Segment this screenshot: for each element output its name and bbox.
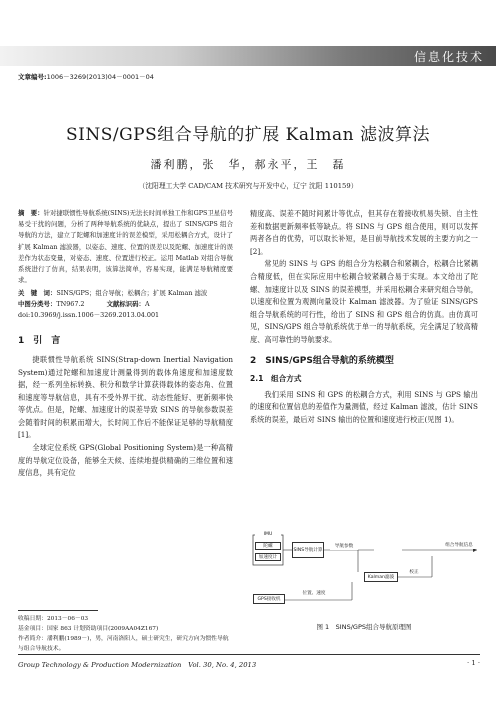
keywords-text: SINS/GPS；组合导航；松耦合；扩展 Kalman 滤波 xyxy=(56,289,208,298)
footnote-fund: 基金项目：国家 863 计划资助项目(2009AA04Z167) xyxy=(18,626,159,632)
gyro-box: 陀螺 xyxy=(255,542,281,550)
paper-title: SINS/GPS组合导航的扩展 Kalman 滤波算法 xyxy=(65,125,431,145)
correction-label: 校正 xyxy=(402,569,426,576)
pos-vel-label: 位置、速度 xyxy=(294,590,334,597)
paper-authors: 潘利鹏，张 华，郝永平，王 磊 xyxy=(150,158,346,171)
section-2-1-paragraph: 我们采用 SINS 和 GPS 的松耦合方式，利用 SINS 与 GPS 输出的速度和位置信息的差值作为量测值，经过 Kalman 滤波，估计 SINS 系统的误差，最后对 SINS 输出的位置和速度进行校正(见图 1)。 xyxy=(250,389,478,424)
journal-name: Group Technology & Production Modernization Vol. 30, No. 4, 2013 xyxy=(18,661,257,669)
footnotes xyxy=(18,614,233,654)
clc-label: 中图分类号： xyxy=(18,300,57,309)
left-column xyxy=(18,208,233,480)
article-number xyxy=(18,72,154,81)
footnote-author: 作者简介：潘利鹏(1989－)，男，河南洛阳人，硕士研究生，研究方向为惯性导航与组合导航技术。 xyxy=(18,636,229,652)
section-intro-heading: 1 引 言 xyxy=(18,336,61,347)
keywords-label: 关 键 词： xyxy=(18,289,57,298)
section-2-heading: 2 SINS/GPS组合导航的系统模型 xyxy=(250,355,394,366)
banner-title: 信息化技术 xyxy=(413,50,484,64)
right-column xyxy=(250,208,478,426)
abstract xyxy=(18,208,233,286)
kalman-box: Kalman滤波 xyxy=(364,572,398,582)
right-paragraph-1: 精度高、误差不随时间累计等优点，但其存在着接收机易失锁、自主性差和数据更新频率低等缺点。将 SINS 与 GPS 组合使用，则可以发挥两者各自的优势，可以取长补短，是目前导航技术发展的主要方向之一[2]。 xyxy=(250,209,478,256)
imu-label: IMU xyxy=(255,532,281,540)
article-number-label: 文章编号: xyxy=(18,73,47,81)
footnote-rule xyxy=(18,610,98,611)
figure-1-diagram xyxy=(252,532,478,616)
doc-id-label: 文献标识码： xyxy=(106,300,145,309)
footnote-received: 收稿日期：2013－06－03 xyxy=(18,616,89,622)
keywords xyxy=(18,288,233,299)
gps-box: GPS接收机 xyxy=(253,594,285,604)
doi: doi:10.3969/j.issn.1006－3269.2013.04.001 xyxy=(18,311,160,320)
accel-box: 加速度计 xyxy=(255,553,281,561)
article-number-value: 1006－3269(2013)04－0001－04 xyxy=(46,73,154,81)
section-2-1-heading: 2.1 组合方式 xyxy=(250,374,302,384)
intro-paragraph-2: 全球定位系统 GPS(Global Positioning System)是一种高精度的导航定位设备，能够全天候、连续地提供精确的三维位置和速度信息，具有定位 xyxy=(18,443,233,478)
clc-value: TN967.2 xyxy=(56,300,85,309)
nav-params-label: 导航参数 xyxy=(330,543,358,550)
integrated-info-label: 组合导航信息 xyxy=(440,542,478,549)
page-number: · 1 · xyxy=(467,659,480,667)
page-footer xyxy=(18,659,480,669)
abstract-label: 摘 要： xyxy=(18,209,44,217)
figure-1-caption: 图 1 SINS/GPS组合导航原理图 xyxy=(316,623,412,631)
header-banner xyxy=(0,46,496,66)
intro-paragraph-1: 捷联惯性导航系统 SINS(Strap-down Inertial Navigation System)通过陀螺和加速度计测量得到的载体角速度和加速度数据，经一系列坐标转换、积分和数学计算获得载体的姿态角、位置和速度等导航信息，具有不受外界干扰、动态性能好、更新频率快等优点。但是，陀螺、加速度计的误差导致 SINS 的导航参数误差会随着时间的积累而增大，长时间工作后不能保证足够的导航精度[1]。 xyxy=(18,354,233,440)
footer-rule xyxy=(18,654,480,655)
right-paragraph-2: 常见的 SINS 与 GPS 的组合分为松耦合和紧耦合，松耦合比紧耦合精度低，但在实际应用中松耦合较紧耦合易于实现。本文给出了陀螺、加速度计以及 SINS 的误差模型，并采用松耦合来研究组合导航，以速度和位置为观测向量设计 Kalman 滤波器。为了验证 SINS/GPS 组合导航系统的可行性，给出了 SINS 和 GPS 组合的仿真。由仿真可见，SINS/GPS 组合导航系统优于单一的导航系统，完全满足了较高精度、高可靠性的导航要求。 xyxy=(250,259,478,344)
doc-id-value: A xyxy=(144,300,150,309)
abstract-text: 针对捷联惯性导航系统(SINS)无法长时间单独工作和GPS卫星信号易受干扰的问题，分析了两种导航系统的优缺点，提出了 SINS/GPS 组合导航的方法，建立了陀螺和加速度计的误差模型，采用松耦合方式，设计了扩展 Kalman 滤波器，以姿态、速度、位置的误差以及陀螺、加速度计的误差作为状态变量，对姿态、速度、位置进行校正。运用 Matlab 对组合导航系统进行了仿真，结果表明，该算法简单，容易实现，能满足导航精度要求。 xyxy=(18,209,234,285)
sins-solver-box: SINS导航计算 xyxy=(292,542,324,558)
classification xyxy=(18,299,233,310)
paper-affiliation: （沈阳理工大学 CAD/CAM 技术研究与开发中心，辽宁 沈阳 110159） xyxy=(138,182,358,190)
